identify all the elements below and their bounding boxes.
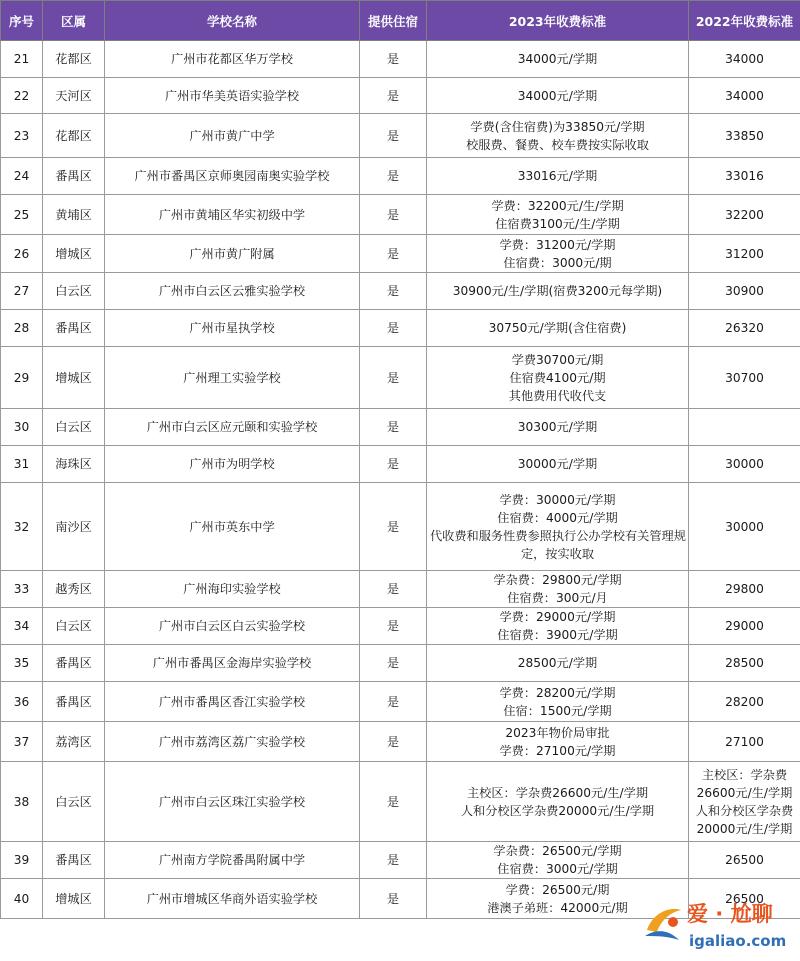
fee-2023-cell [427,842,689,879]
row-number: 28 [1,310,43,347]
boarding-cell: 是 [360,571,427,608]
boarding-cell: 是 [360,78,427,114]
row-number: 26 [1,235,43,273]
fee-line: 代收费和服务性费参照执行公办学校有关管理规 [430,528,686,543]
fee-2022-cell [689,158,800,195]
fee-line: 33016 [725,169,764,183]
fee-line: 学费：29000元/学期 [499,610,616,624]
fee-line: 住宿费：3000元/学期 [497,862,618,876]
fee-line: 30000元/学期 [517,457,598,471]
boarding-cell: 是 [360,762,427,842]
row-number: 27 [1,273,43,310]
boarding-cell: 是 [360,645,427,682]
fee-line: 学杂费：29800元/学期 [493,573,622,587]
row-number: 39 [1,842,43,879]
header-no: 序号 [1,1,43,41]
fee-2022-cell [689,409,800,446]
fee-2023-cell [427,78,689,114]
boarding-cell: 是 [360,722,427,762]
fee-2022-cell [689,78,800,114]
fee-2022-cell [689,722,800,762]
row-number: 34 [1,608,43,645]
boarding-cell: 是 [360,195,427,235]
fee-line: 学费：26500元/期 [505,882,610,897]
school-name-cell: 广州市荔湾区荔广实验学校 [105,722,360,762]
fee-line: 30300元/学期 [517,420,598,434]
fee-line: 34000元/学期 [517,88,598,103]
district-cell: 黄埔区 [43,195,105,235]
fee-line: 住宿：1500元/学期 [503,703,612,718]
fee-line: 27100 [725,734,764,749]
fee-2022-cell [689,446,800,483]
row-number: 40 [1,879,43,919]
fee-2022-cell [689,483,800,571]
district-cell: 白云区 [43,608,105,645]
boarding-cell: 是 [360,310,427,347]
fee-line: 28200 [725,694,764,709]
district-cell: 番禺区 [43,310,105,347]
watermark-domain: igaliao.com [689,932,787,950]
row-number: 33 [1,571,43,608]
row-number: 25 [1,195,43,235]
fee-2023-cell [427,235,689,273]
school-name-cell: 广州市为明学校 [105,446,360,483]
fee-2023-cell [427,41,689,78]
district-cell: 增城区 [43,235,105,273]
fee-2022-cell [689,195,800,235]
fee-line: 28500元/学期 [517,656,598,670]
table-row [1,41,800,78]
school-name-cell: 广州市白云区白云实验学校 [105,608,360,645]
fee-line: 30000 [725,457,764,471]
fee-line: 住宿费：3000元/期 [503,255,612,270]
boarding-cell: 是 [360,842,427,879]
header-school: 学校名称 [105,1,360,41]
row-number: 31 [1,446,43,483]
fee-line: 主校区：学杂费26600元/生/学期 [466,785,649,800]
fee-line: 人和分校区学杂费20000元/生/学期 [460,803,655,818]
fee-2023-cell [427,273,689,310]
fee-line: 30900 [725,284,764,298]
table-row [1,310,800,347]
school-name-cell: 广州市花都区华万学校 [105,41,360,78]
district-cell: 番禺区 [43,682,105,722]
fee-2023-cell [427,195,689,235]
fee-line: 32200 [725,207,764,222]
table-row [1,195,800,235]
fee-line: 26320 [725,321,764,335]
watermark-logo-icon [643,900,685,948]
fee-line: 住宿费：4000元/学期 [497,510,618,525]
school-name-cell: 广州市华美英语实验学校 [105,78,360,114]
district-cell: 增城区 [43,879,105,919]
row-number: 32 [1,483,43,571]
fee-line: 34000 [725,52,764,66]
fee-2022-cell [689,645,800,682]
school-name-cell: 广州市英东中学 [105,483,360,571]
fee-line: 定，按实收取 [520,546,595,561]
header-district: 区属 [43,1,105,41]
fee-line: 20000元/生/学期 [696,821,793,836]
fee-line: 28500 [725,656,764,670]
school-name-cell: 广州海印实验学校 [105,571,360,608]
school-name-cell: 广州市番禺区香江实验学校 [105,682,360,722]
fee-line: 学费：32200元/生/学期 [491,198,624,213]
boarding-cell: 是 [360,608,427,645]
header-boarding: 提供住宿 [360,1,427,41]
fee-line: 学杂费：26500元/学期 [493,844,622,858]
fee-2023-cell [427,114,689,158]
boarding-cell: 是 [360,235,427,273]
district-cell: 荔湾区 [43,722,105,762]
school-name-cell: 广州南方学院番禺附属中学 [105,842,360,879]
fee-line: 33850 [725,128,764,143]
fee-line: 34000 [725,88,764,103]
fee-line: 住宿费：300元/月 [507,591,608,605]
fee-line: 30000 [725,519,764,534]
row-number: 22 [1,78,43,114]
school-name-cell: 广州市白云区云雅实验学校 [105,273,360,310]
district-cell: 番禺区 [43,842,105,879]
fee-line: 26500 [725,853,764,867]
district-cell: 天河区 [43,78,105,114]
row-number: 30 [1,409,43,446]
district-cell: 花都区 [43,41,105,78]
fee-line: 31200 [725,246,764,261]
fee-line: 33016元/学期 [517,169,598,183]
fee-2022-cell [689,347,800,409]
school-name-cell: 广州市黄埔区华实初级中学 [105,195,360,235]
row-number: 21 [1,41,43,78]
fee-line: 34000元/学期 [517,52,598,66]
fee-2022-cell [689,571,800,608]
table-row [1,114,800,158]
boarding-cell: 是 [360,273,427,310]
row-number: 35 [1,645,43,682]
fee-line: 主校区：学杂费 [701,767,788,782]
fee-line: 29000 [725,619,764,633]
fee-2022-cell [689,41,800,78]
fee-line: 学费：27100元/学期 [499,743,616,758]
boarding-cell: 是 [360,483,427,571]
table-row [1,608,800,645]
fee-2023-cell [427,483,689,571]
fee-2022-cell [689,273,800,310]
table-row [1,78,800,114]
header-fee-2022: 2022年收费标准 [689,1,800,41]
table-row [1,446,800,483]
fee-line: 港澳子弟班：42000元/期 [487,900,628,915]
table-row [1,842,800,879]
row-number: 29 [1,347,43,409]
watermark [643,896,800,958]
fee-2023-cell [427,722,689,762]
fee-2023-cell [427,762,689,842]
fee-2023-cell [427,409,689,446]
table-row [1,235,800,273]
header-fee-2023: 2023年收费标准 [427,1,689,41]
boarding-cell: 是 [360,158,427,195]
district-cell: 海珠区 [43,446,105,483]
fee-2022-cell [689,762,800,842]
table-row [1,273,800,310]
district-cell: 白云区 [43,762,105,842]
fee-2022-cell [689,310,800,347]
fee-2023-cell [427,158,689,195]
boarding-cell: 是 [360,409,427,446]
fee-line: 其他费用代收代支 [508,388,607,403]
school-name-cell: 广州市黄广中学 [105,114,360,158]
boarding-cell: 是 [360,347,427,409]
table-row [1,571,800,608]
fee-line: 学费30700元/期 [511,352,604,367]
fee-line: 住宿费：3900元/学期 [497,628,618,642]
district-cell: 南沙区 [43,483,105,571]
fee-2023-cell [427,645,689,682]
school-name-cell: 广州市增城区华商外语实验学校 [105,879,360,919]
fee-2022-cell [689,842,800,879]
fee-line: 2023年物价局审批 [505,725,610,740]
school-name-cell: 广州市星执学校 [105,310,360,347]
district-cell: 花都区 [43,114,105,158]
row-number: 38 [1,762,43,842]
district-cell: 番禺区 [43,158,105,195]
boarding-cell: 是 [360,879,427,919]
boarding-cell: 是 [360,446,427,483]
row-number: 37 [1,722,43,762]
fee-line: 学费(含住宿费)为33850元/学期 [470,119,645,134]
fee-line: 30900元/生/学期(宿费3200元每学期) [452,284,663,298]
row-number: 24 [1,158,43,195]
fee-2022-cell [689,682,800,722]
school-name-cell: 广州市白云区应元颐和实验学校 [105,409,360,446]
table-row [1,483,800,571]
fee-line: 校服费、餐费、校车费按实际收取 [466,137,649,152]
table-row [1,682,800,722]
table-row [1,722,800,762]
district-cell: 番禺区 [43,645,105,682]
fee-2023-cell [427,608,689,645]
table-row [1,762,800,842]
watermark-title: 爱 · 尬聊 [687,902,773,926]
row-number: 23 [1,114,43,158]
table-row [1,409,800,446]
school-name-cell: 广州市番禺区金海岸实验学校 [105,645,360,682]
table-row [1,158,800,195]
table-row [1,347,800,409]
fee-line: 人和分校区学杂费 [695,803,794,818]
fee-line: 住宿费3100元/生/学期 [495,216,620,231]
boarding-cell: 是 [360,114,427,158]
fee-2022-cell [689,235,800,273]
district-cell: 白云区 [43,273,105,310]
fee-line: 学费：30000元/学期 [499,492,616,507]
fee-line: 29800 [725,582,764,596]
table-row [1,645,800,682]
district-cell: 增城区 [43,347,105,409]
fee-line: 30750元/学期(含住宿费) [488,321,627,335]
fee-2022-cell [689,114,800,158]
boarding-cell: 是 [360,41,427,78]
boarding-cell: 是 [360,682,427,722]
fee-2023-cell [427,446,689,483]
fee-line: 学费：31200元/学期 [499,237,616,252]
fee-line: 30700 [725,370,764,385]
fee-line: 学费：28200元/学期 [499,685,616,700]
fee-line: 26600元/生/学期 [696,785,793,800]
fee-2023-cell [427,347,689,409]
district-cell: 越秀区 [43,571,105,608]
fee-2022-cell [689,608,800,645]
district-cell: 白云区 [43,409,105,446]
fee-line: 26500 [725,891,764,906]
school-name-cell: 广州市白云区珠江实验学校 [105,762,360,842]
row-number: 36 [1,682,43,722]
fee-line: 住宿费4100元/期 [509,370,606,385]
school-name-cell: 广州市番禺区京师奥园南奥实验学校 [105,158,360,195]
fee-2023-cell [427,571,689,608]
fee-2023-cell [427,682,689,722]
fee-2023-cell [427,310,689,347]
school-name-cell: 广州市黄广附属 [105,235,360,273]
header-row [1,1,800,41]
school-name-cell: 广州理工实验学校 [105,347,360,409]
